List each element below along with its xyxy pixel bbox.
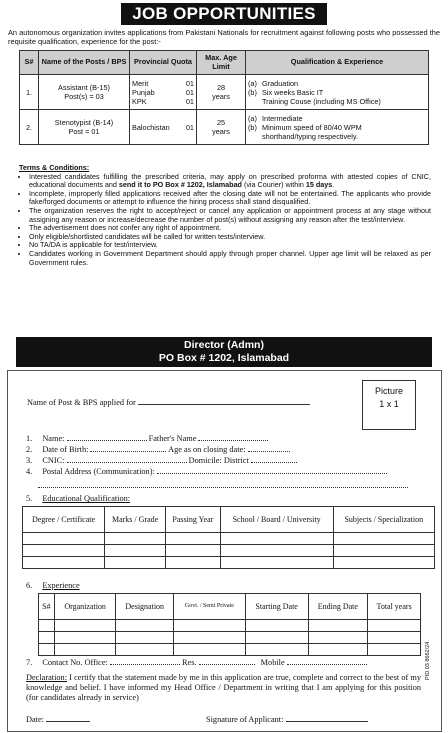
edu-row xyxy=(23,533,435,545)
term-item: • Incomplete, improperly filled applications received after the closing date will not be entertained. The applicants who provide fake/forged documents or attempt to influence the hiring process shall stand disqualified. xyxy=(29,190,431,207)
row-qualification xyxy=(246,110,429,145)
qual-marker xyxy=(248,132,262,141)
exp-cell[interactable] xyxy=(173,620,245,632)
date-row xyxy=(26,713,90,725)
father-name-label: Father's Name xyxy=(148,434,197,443)
post-name: Assistant (B-15) xyxy=(58,83,110,92)
row-sno: 2. xyxy=(20,110,39,145)
domicile-label: Domicile: District xyxy=(188,456,249,465)
header-sno: S# xyxy=(20,51,39,75)
term-item: • Candidates working in Government Department should apply through proper channel. Upper age limit will be relaxed as per Government rules. xyxy=(29,250,431,267)
office-phone-field[interactable] xyxy=(110,656,180,665)
picture-box xyxy=(362,380,416,430)
exp-cell[interactable] xyxy=(54,620,116,632)
intro-text: An autonomous organization invites applications from Pakistani Nationals for recruitment against following posts who possessed the requisite qualification, experience for the post:- xyxy=(8,28,440,46)
exp-cell[interactable] xyxy=(245,644,308,656)
item-number: 1. xyxy=(26,434,33,443)
term-item: • The organization reserves the right to accept/reject or cancel any application or appointment process at any stage without assigning any reason or increase/decrease the number of post(s) without assigning any reason after the test/interview. xyxy=(29,207,431,224)
exp-cell[interactable] xyxy=(308,632,368,644)
exp-cell[interactable] xyxy=(173,632,245,644)
qual-marker: (b) xyxy=(248,87,257,97)
name-label: Name: xyxy=(42,434,65,443)
quota-region: Balochistan xyxy=(132,122,170,132)
postal-row xyxy=(26,465,387,477)
name-field[interactable] xyxy=(67,432,147,441)
exp-cell[interactable] xyxy=(39,620,55,632)
experience-table xyxy=(38,593,421,656)
qual-text: Graduation xyxy=(262,78,299,88)
post-count: Post = 01 xyxy=(68,127,100,136)
row-quota xyxy=(130,110,197,145)
edu-cell[interactable] xyxy=(166,557,221,569)
edu-row xyxy=(23,557,435,569)
age-label: Age as on closing date: xyxy=(168,445,246,454)
qual-text: shorthand/typing respectively. xyxy=(262,131,358,141)
exp-cell[interactable] xyxy=(308,644,368,656)
qual-line xyxy=(248,97,426,106)
date-field[interactable] xyxy=(46,713,90,722)
row-qualification xyxy=(246,75,429,110)
item-number: 2. xyxy=(26,445,33,454)
edu-cell[interactable] xyxy=(105,545,166,557)
item-number: 4. xyxy=(26,467,33,476)
qual-line xyxy=(248,123,426,132)
posts-table xyxy=(19,50,429,145)
exp-cell[interactable] xyxy=(116,644,174,656)
qual-line xyxy=(248,88,426,97)
edu-cell[interactable] xyxy=(23,557,105,569)
edu-cell[interactable] xyxy=(23,533,105,545)
declaration xyxy=(26,673,421,703)
exp-cell[interactable] xyxy=(54,644,116,656)
exp-heading-row xyxy=(26,581,80,591)
qual-marker: (a) xyxy=(248,78,257,88)
edu-row xyxy=(23,545,435,557)
exp-header: Total years xyxy=(368,594,421,620)
domicile-field[interactable] xyxy=(251,454,297,463)
term-item: • The advertisement does not confer any right of appointment. xyxy=(29,224,431,233)
qual-marker xyxy=(248,97,262,106)
edu-cell[interactable] xyxy=(105,533,166,545)
qual-text: Training Couse (including MS Office) xyxy=(262,96,381,106)
director-banner xyxy=(16,337,432,367)
quota-count: 01 xyxy=(185,78,194,88)
qual-marker: (a) xyxy=(248,113,257,123)
terms-section xyxy=(19,164,431,267)
res-phone-field[interactable] xyxy=(199,656,255,665)
exp-header: Ending Date xyxy=(308,594,368,620)
quota-line xyxy=(132,88,194,97)
edu-header: School / Board / University xyxy=(220,507,333,533)
date-label: Date: xyxy=(26,715,44,724)
edu-cell[interactable] xyxy=(23,545,105,557)
age-value: 25 xyxy=(216,118,226,127)
exp-cell[interactable] xyxy=(116,620,174,632)
item-number: 6. xyxy=(26,581,33,590)
exp-cell[interactable] xyxy=(368,632,421,644)
father-name-field[interactable] xyxy=(198,432,268,441)
exp-header: S# xyxy=(39,594,55,620)
term-bold: 15 days xyxy=(305,180,333,190)
exp-cell[interactable] xyxy=(308,620,368,632)
qual-line xyxy=(248,114,426,123)
quota-count: 01 xyxy=(185,122,194,132)
item-number: 7. xyxy=(26,658,33,667)
quota-line xyxy=(132,123,194,132)
exp-cell[interactable] xyxy=(116,632,174,644)
row-sno: 1. xyxy=(20,75,39,110)
exp-header: Designation xyxy=(116,594,174,620)
picture-label: Picture xyxy=(374,386,403,396)
exp-heading: Experience xyxy=(42,581,80,590)
age-value: 28 xyxy=(216,83,226,92)
edu-cell[interactable] xyxy=(220,545,333,557)
post-applied-field[interactable] xyxy=(138,396,310,405)
age-field[interactable] xyxy=(248,443,290,452)
exp-cell[interactable] xyxy=(173,644,245,656)
edu-cell[interactable] xyxy=(220,533,333,545)
education-table xyxy=(22,506,435,569)
edu-cell[interactable] xyxy=(333,545,434,557)
exp-cell[interactable] xyxy=(368,644,421,656)
cnic-field[interactable] xyxy=(67,454,187,463)
qual-line xyxy=(248,79,426,88)
quota-line xyxy=(132,97,194,106)
qual-marker: (b) xyxy=(248,122,257,132)
contact-row xyxy=(26,656,367,668)
exp-cell[interactable] xyxy=(245,632,308,644)
mobile-field[interactable] xyxy=(287,656,367,665)
row-age xyxy=(197,110,246,145)
quota-region: Punjab xyxy=(132,87,155,97)
mobile-label: Mobile xyxy=(260,658,285,667)
row-quota xyxy=(130,75,197,110)
posts-row xyxy=(20,110,429,145)
post-count: Post(s) = 03 xyxy=(64,92,104,101)
pid-number: PID 03 8662/24 xyxy=(425,641,431,680)
director-title: Director (Admn) xyxy=(184,339,264,351)
post-name: Stenotypist (B-14) xyxy=(54,118,114,127)
signature-row xyxy=(206,713,368,725)
postal-row-2 xyxy=(38,479,408,491)
item-number: 5. xyxy=(26,494,33,503)
term-bold: send it to PO Box # 1202, Islamabad xyxy=(118,180,242,190)
exp-cell[interactable] xyxy=(245,620,308,632)
header-qualification: Qualification & Experience xyxy=(246,51,429,75)
quota-region: Merit xyxy=(132,78,149,88)
header-quota: Provincial Quota xyxy=(130,51,197,75)
posts-row xyxy=(20,75,429,110)
terms-list xyxy=(19,173,431,268)
exp-header: Starting Date xyxy=(245,594,308,620)
item-number: 3. xyxy=(26,456,33,465)
quota-count: 01 xyxy=(185,87,194,97)
post-applied-label: Name of Post & BPS applied for xyxy=(27,398,136,407)
dob-label: Date of Birth: xyxy=(42,445,89,454)
postal-label: Postal Address (Communication): xyxy=(42,467,155,476)
declaration-text: I certify that the statement made by me in this application are true, complete and correct to the best of my knowledge and belief. I have informed my Head Office / Department in writing that I am applying for this position (for candidates already in service) xyxy=(26,673,421,702)
exp-cell[interactable] xyxy=(368,620,421,632)
edu-heading: Educational Qualification: xyxy=(42,494,131,503)
terms-heading: Terms & Conditions: xyxy=(19,163,90,172)
edu-header: Passing Year xyxy=(166,507,221,533)
postal-field-2[interactable] xyxy=(38,479,408,488)
quota-line xyxy=(132,79,194,88)
row-post xyxy=(39,75,130,110)
postal-field[interactable] xyxy=(157,465,387,474)
exp-row xyxy=(39,620,421,632)
job-opportunities-banner: JOB OPPORTUNITIES xyxy=(121,3,327,25)
dob-field[interactable] xyxy=(90,443,166,452)
age-unit: years xyxy=(212,127,230,136)
qual-text: Intermediate xyxy=(262,113,303,123)
signature-field[interactable] xyxy=(286,713,368,722)
contact-label: Contact No. Office: xyxy=(42,658,108,667)
edu-cell[interactable] xyxy=(105,557,166,569)
age-unit: years xyxy=(212,92,230,101)
qual-text: Minimum speed of 80/40 WPM xyxy=(262,122,362,132)
res-label: Res. xyxy=(181,658,197,667)
quota-count: 01 xyxy=(185,96,194,106)
header-post: Name of the Posts / BPS xyxy=(39,51,130,75)
exp-cell[interactable] xyxy=(39,632,55,644)
exp-cell[interactable] xyxy=(54,632,116,644)
row-post xyxy=(39,110,130,145)
term-item: • Interested candidates fulfilling the prescribed criteria, may apply on prescribed proforma with attested copies of CNIC, educational documents and send it to PO Box # 1202, Islamabad (via Courier) within 15 days. xyxy=(29,173,431,190)
term-item: • No TA/DA is applicable for test/interview. xyxy=(29,241,431,250)
edu-heading-row xyxy=(26,494,130,504)
qual-line xyxy=(248,132,426,141)
term-item: • Only eligible/shortlisted candidates will be called for written tests/interview. xyxy=(29,233,431,242)
exp-row xyxy=(39,632,421,644)
edu-cell[interactable] xyxy=(166,545,221,557)
edu-cell[interactable] xyxy=(333,557,434,569)
qual-text: Six weeks Basic IT xyxy=(262,87,324,97)
edu-cell[interactable] xyxy=(333,533,434,545)
picture-size: 1 x 1 xyxy=(379,399,399,409)
edu-header: Marks / Grade xyxy=(105,507,166,533)
quota-region: KPK xyxy=(132,96,147,106)
exp-cell[interactable] xyxy=(39,644,55,656)
row-age xyxy=(197,75,246,110)
edu-header: Subjects / Specialization xyxy=(333,507,434,533)
edu-cell[interactable] xyxy=(166,533,221,545)
post-applied-row xyxy=(27,396,310,408)
exp-row xyxy=(39,644,421,656)
exp-header: Organization xyxy=(54,594,116,620)
exp-header: Govt. / Semi Private xyxy=(173,594,245,620)
declaration-label: Declaration: xyxy=(26,673,68,682)
edu-cell[interactable] xyxy=(220,557,333,569)
director-address: PO Box # 1202, Islamabad xyxy=(158,351,290,364)
cnic-label: CNIC: xyxy=(42,456,65,465)
edu-header: Degree / Certificate xyxy=(23,507,105,533)
header-age: Max. Age Limit xyxy=(197,51,246,75)
signature-label: Signature of Applicant: xyxy=(206,715,284,724)
